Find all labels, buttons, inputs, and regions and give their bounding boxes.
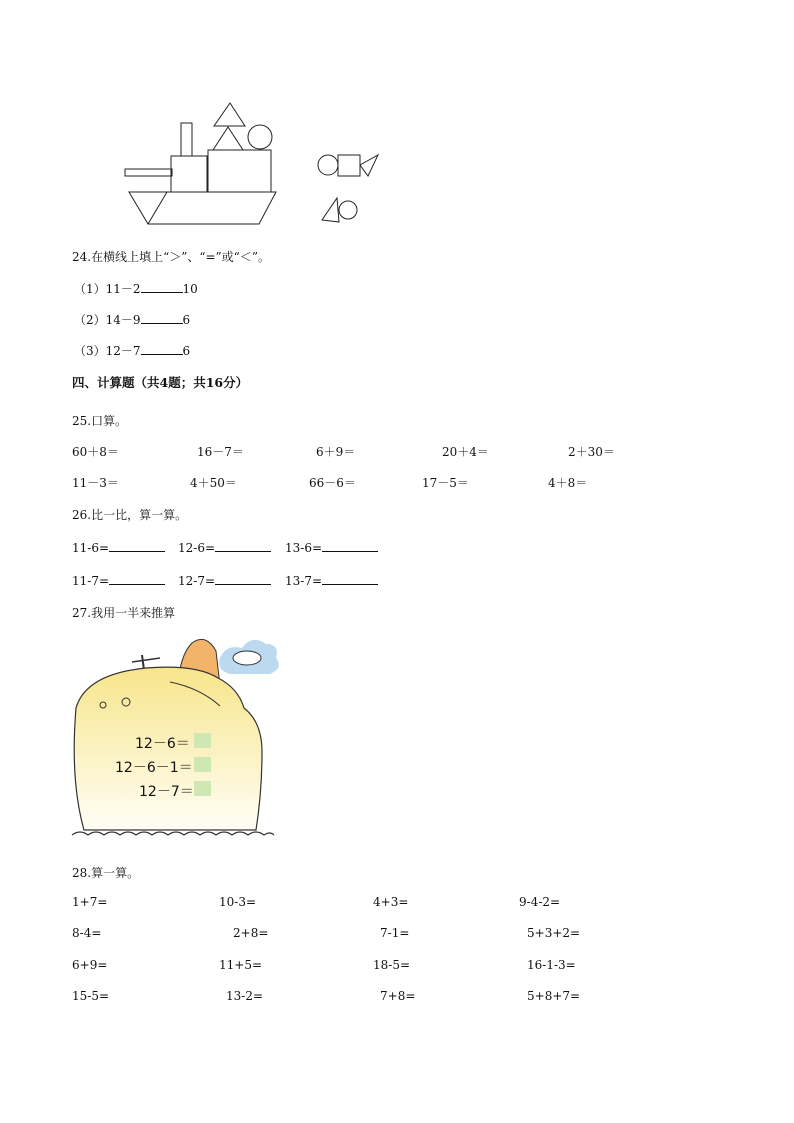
q28-r3c3: 18-5= [373, 958, 411, 972]
lower-triangle [213, 127, 243, 150]
q26-r1c3-expr: 13-6= [285, 541, 323, 555]
shape-ship-figure [110, 98, 410, 228]
q28-r2c2: 2+8= [233, 926, 269, 940]
q26-r1c2-expr: 12-6= [178, 541, 216, 555]
q25-r2c5: 4＋8＝ [548, 476, 588, 490]
q25-r1c1: 60＋8＝ [72, 445, 119, 459]
q26-r2c3-expr: 13-7= [285, 574, 323, 588]
spare-triangle-bottom [322, 198, 339, 222]
q27-eq-1: 12－6＝ [135, 736, 190, 752]
q26-r1c1 [72, 539, 165, 555]
q27-title: 27.我用一半来推算 [72, 606, 176, 620]
ship-gun-rectangle [125, 169, 172, 176]
q28-r3c1: 6+9= [72, 958, 108, 972]
q24-item-2-right: 6 [182, 313, 191, 327]
q26-r2c1-blank[interactable] [109, 572, 165, 585]
q24-item-1 [74, 280, 198, 297]
q24-item-3-blank[interactable] [141, 342, 183, 355]
q26-r2c2-blank[interactable] [215, 572, 271, 585]
q26-r2c2-expr: 12-7= [178, 574, 216, 588]
q24-item-3-right: 6 [182, 344, 191, 358]
q26-r1c1-expr: 11-6= [72, 541, 110, 555]
q24-item-1-expr: （1）11－2 [74, 282, 141, 296]
q26-r1c2 [178, 539, 271, 555]
q28-r2c4: 5+3+2= [527, 926, 581, 940]
small-cloud [233, 651, 261, 665]
q28-r1c1: 1+7= [72, 895, 108, 909]
top-triangle [214, 103, 245, 126]
q25-r1c3: 6＋9＝ [316, 445, 356, 459]
spare-circle [318, 155, 338, 175]
spare-square [338, 155, 360, 176]
ship-right-cabin-rectangle [208, 150, 271, 192]
q26-title: 26.比一比，算一算。 [72, 508, 188, 522]
q28-r1c2: 10-3= [219, 895, 257, 909]
spare-circle-bottom [339, 201, 357, 219]
waves [72, 832, 274, 835]
q24-title: 24.在横线上填上“＞”、“=”或“＜”。 [72, 250, 270, 264]
q26-r1c3-blank[interactable] [322, 539, 378, 552]
q25-r2c1: 11－3＝ [72, 476, 119, 490]
q24-item-2-expr: （2）14－9 [74, 313, 141, 327]
section-4-heading: 四、计算题（共4题；共16分） [72, 375, 249, 390]
q26-r2c3-blank[interactable] [322, 572, 378, 585]
q24-item-3-expr: （3）12－7 [74, 344, 141, 358]
q24-item-2 [74, 311, 190, 328]
answer-box-2 [194, 757, 211, 772]
q28-r3c4: 16-1-3= [527, 958, 576, 972]
q26-r2c1-expr: 11-7= [72, 574, 110, 588]
q26-r1c3 [285, 539, 378, 555]
q28-r4c2: 13-2= [226, 989, 264, 1003]
q28-r4c4: 5+8+7= [527, 989, 581, 1003]
q26-r2c2 [178, 572, 271, 588]
q28-r1c4: 9-4-2= [519, 895, 561, 909]
q24-item-3 [74, 342, 190, 359]
q25-r1c2: 16－7＝ [197, 445, 244, 459]
q28-r1c3: 4+3= [373, 895, 409, 909]
ship-circle [248, 125, 272, 149]
answer-box-1 [194, 733, 211, 748]
q26-r1c2-blank[interactable] [215, 539, 271, 552]
spare-triangle-right [360, 155, 378, 176]
q25-r1c4: 20＋4＝ [442, 445, 489, 459]
q25-r2c3: 66－6＝ [309, 476, 356, 490]
q25-r2c2: 4＋50＝ [190, 476, 237, 490]
q28-r4c1: 15-5= [72, 989, 110, 1003]
q25-r1c5: 2＋30＝ [568, 445, 615, 459]
q25-title: 25.口算。 [72, 414, 128, 428]
q24-item-2-blank[interactable] [141, 311, 183, 324]
q28-r2c1: 8-4= [72, 926, 102, 940]
q25-r2c4: 17－5＝ [422, 476, 469, 490]
q26-r1c1-blank[interactable] [109, 539, 165, 552]
ship-mast-rectangle [181, 123, 192, 156]
q26-r2c3 [285, 572, 378, 588]
q28-r3c2: 11+5= [219, 958, 263, 972]
q27-eq-2: 12－6－1＝ [115, 760, 193, 776]
ship-left-cabin-square [171, 156, 207, 192]
answer-box-3 [194, 781, 211, 796]
q24-item-1-right: 10 [182, 282, 198, 296]
q26-r2c1 [72, 572, 165, 588]
q28-r4c3: 7+8= [380, 989, 416, 1003]
q27-eq-3: 12－7＝ [139, 784, 194, 800]
q28-r2c3: 7-1= [380, 926, 410, 940]
q24-item-1-blank[interactable] [141, 280, 183, 293]
q28-title: 28.算一算。 [72, 866, 140, 880]
